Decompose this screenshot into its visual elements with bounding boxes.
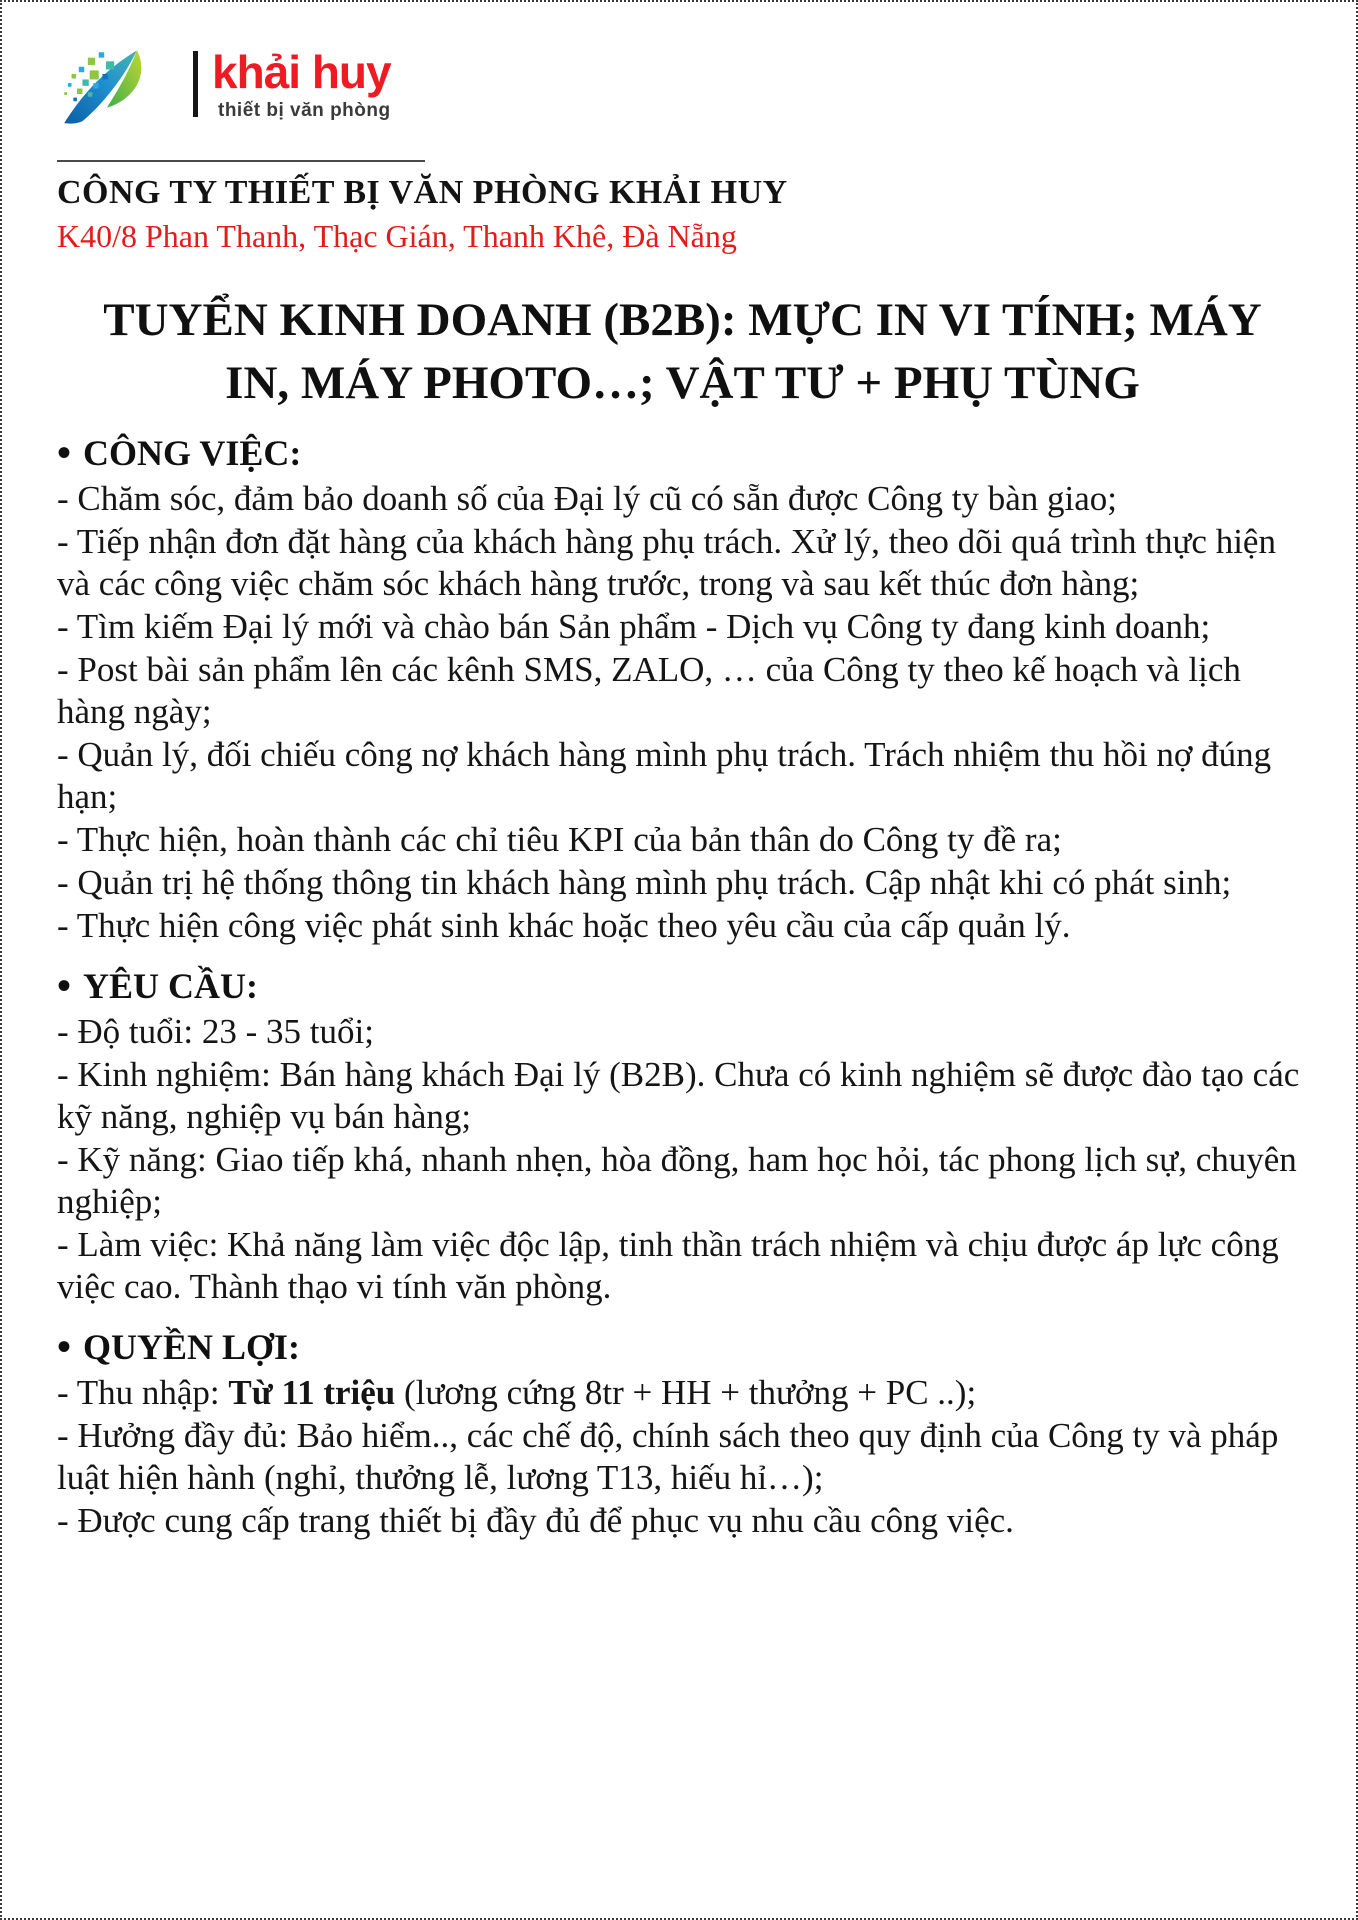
section-heading	[57, 1326, 1308, 1368]
section-heading-label: YÊU CẦU:	[83, 966, 259, 1006]
job-title-line1: TUYỂN KINH DOANH (B2B): MỰC IN VI TÍNH; MÁY	[103, 294, 1262, 346]
job-detail-line: - Kinh nghiệm: Bán hàng khách Đại lý (B2B). Chưa có kinh nghiệm sẽ được đào tạo các kỹ năng, nghiệp vụ bán hàng;	[57, 1055, 1300, 1136]
brand-tagline: thiết bị văn phòng	[218, 99, 391, 121]
section-heading-label: CÔNG VIỆC:	[83, 433, 302, 473]
job-detail-line: - Làm việc: Khả năng làm việc độc lập, tinh thần trách nhiệm và chịu được áp lực công việc cao. Thành thạo vi tính văn phòng.	[57, 1225, 1279, 1306]
bullet-icon: •	[57, 430, 72, 475]
job-title	[67, 289, 1298, 414]
job-detail-line: - Kỹ năng: Giao tiếp khá, nhanh nhẹn, hòa đồng, ham học hỏi, tác phong lịch sự, chuyên nghiệp;	[57, 1140, 1297, 1221]
salary-suffix: (lương cứng 8tr + HH + thưởng + PC ..);	[395, 1373, 977, 1412]
bullet-icon: •	[57, 963, 72, 1008]
logo-divider	[193, 51, 198, 117]
job-detail-line	[57, 1372, 1308, 1414]
job-detail-line: - Độ tuổi: 23 - 35 tuổi;	[57, 1012, 374, 1051]
job-detail-line: - Quản trị hệ thống thông tin khách hàng mình phụ trách. Cập nhật khi có phát sinh;	[57, 863, 1232, 902]
logo-wordmark	[212, 45, 391, 121]
job-detail-line: - Chăm sóc, đảm bảo doanh số của Đại lý cũ có sẵn được Công ty bàn giao;	[57, 479, 1118, 518]
job-detail-line: - Tiếp nhận đơn đặt hàng của khách hàng phụ trách. Xử lý, theo dõi quá trình thực hiện và các công việc chăm sóc khách hàng trước, trong và sau kết thúc đơn hàng;	[57, 522, 1276, 603]
section-heading	[57, 965, 1308, 1007]
header-rule	[57, 160, 425, 162]
section-heading-label: QUYỀN LỢI:	[83, 1327, 301, 1367]
job-detail-line: - Thực hiện, hoàn thành các chỉ tiêu KPI của bản thân do Công ty đề ra;	[57, 820, 1062, 859]
job-title-line2: IN, MÁY PHOTO…; VẬT TƯ + PHỤ TÙNG	[225, 356, 1140, 409]
job-detail-line: - Hưởng đầy đủ: Bảo hiểm.., các chế độ, chính sách theo quy định của Công ty và pháp luật hiện hành (nghỉ, thưởng lễ, lương T13, hiếu hỉ…);	[57, 1416, 1279, 1497]
bullet-icon: •	[57, 1324, 72, 1369]
job-detail-line: - Thực hiện công việc phát sinh khác hoặc theo yêu cầu của cấp quản lý.	[57, 906, 1071, 945]
section-cong-viec	[57, 432, 1308, 947]
company-address: K40/8 Phan Thanh, Thạc Gián, Thanh Khê, Đà Nẵng	[57, 218, 737, 254]
logo-swoosh-icon	[57, 42, 175, 126]
salary-highlight: Từ 11 triệu	[228, 1373, 396, 1412]
salary-prefix: - Thu nhập:	[57, 1373, 229, 1412]
section-heading	[57, 432, 1308, 474]
company-name: CÔNG TY THIẾT BỊ VĂN PHÒNG KHẢI HUY	[57, 174, 788, 211]
company-logo	[57, 42, 1308, 126]
job-detail-line: - Post bài sản phẩm lên các kênh SMS, ZALO, … của Công ty theo kế hoạch và lịch hàng ngày;	[57, 650, 1241, 731]
job-detail-line: - Tìm kiếm Đại lý mới và chào bán Sản phẩm - Dịch vụ Công ty đang kinh doanh;	[57, 607, 1211, 646]
brand-name: khải huy	[212, 45, 391, 98]
section-quyen-loi	[57, 1326, 1308, 1542]
section-yeu-cau	[57, 965, 1308, 1308]
job-detail-line: - Quản lý, đối chiếu công nợ khách hàng mình phụ trách. Trách nhiệm thu hồi nợ đúng hạn;	[57, 735, 1272, 816]
job-detail-line: - Được cung cấp trang thiết bị đầy đủ để phục vụ nhu cầu công việc.	[57, 1501, 1014, 1540]
